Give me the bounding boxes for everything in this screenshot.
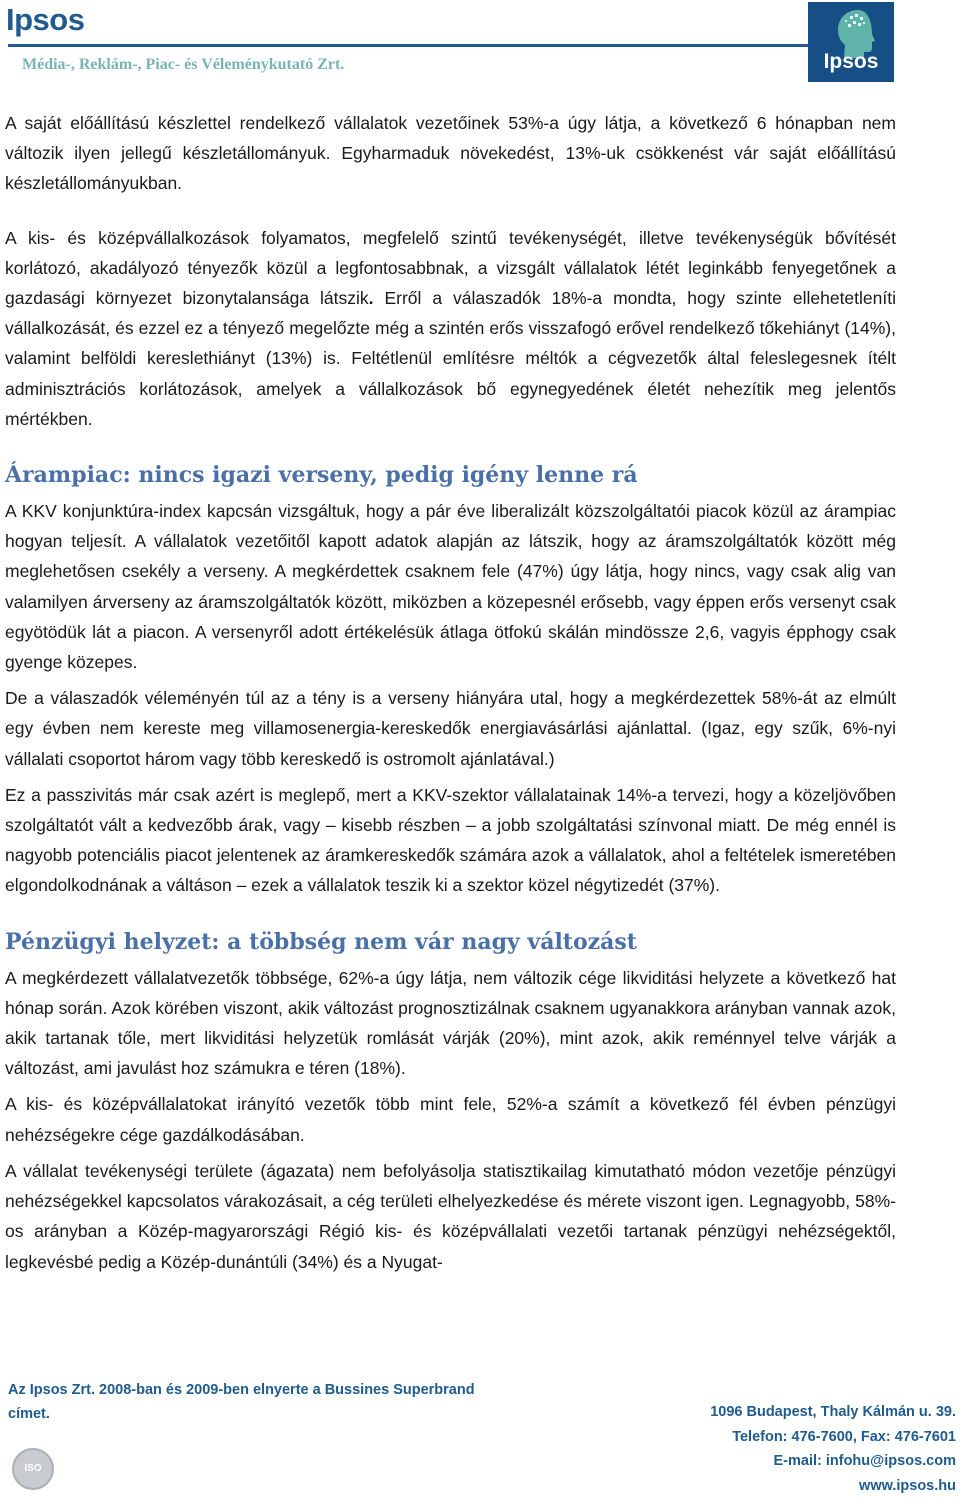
article-body: [5, 108, 896, 1283]
page-header: [0, 0, 960, 90]
email-link[interactable]: E-mail: infohu@ipsos.com: [773, 1453, 956, 1469]
paragraph-financial-difficulties: A kis- és középvállalatokat irányító vezetők több mint fele, 52%-a számít a következő fél évben pénzügyi nehézségekre cége gazdálkodásában.: [5, 1094, 896, 1145]
page-footer: [0, 1372, 960, 1499]
brand-subtitle: Média-, Reklám-, Piac- és Véleménykutató Zrt.: [22, 56, 345, 73]
paragraph-obstacles-part1: A kis- és középvállalkozások folyamatos, megfelelő szintű tevékenységét, illetve tevékenységük bővítését korlátozó, akadályozó tényezők közül a legfontosabbnak, a vizsgált vállalatok létét leginkább fenyegetőnek a gazdasági környezet bizonytalansága látszik: [5, 227, 896, 309]
ipsos-logo: [808, 2, 894, 82]
paragraph-electricity-offers: De a válaszadók véleményén túl az a tény is a verseny hiányára utal, hogy a megkérdezettek 58%-át az elmúlt egy évben nem kereste meg villamosenergia-kereskedők energiavásárlási ajánlattal. (Igaz, egy szűk, 6%-nyi vállalati csoportot három vagy több kereskedő is ostromolt ajánlatával.): [5, 688, 896, 769]
header-divider: [8, 44, 808, 47]
website-link[interactable]: www.ipsos.hu: [859, 1477, 956, 1494]
section-heading-electricity-market: Árampiac: nincs igazi verseny, pedig igény lenne rá: [5, 462, 638, 489]
superbrand-award: [8, 1378, 475, 1426]
award-line-2: címet.: [8, 1406, 50, 1422]
section-heading-financial-situation: Pénzügyi helyzet: a többség nem vár nagy változást: [5, 928, 637, 955]
address: 1096 Budapest, Thaly Kálmán u. 39.: [710, 1404, 956, 1420]
paragraph-obstacles-period: .: [368, 288, 385, 309]
paragraph-electricity-competition: A KKV konjunktúra-index kapcsán vizsgáltuk, hogy a pár éve liberalizált közszolgáltatói piacok közül az árampiac hogyan teljesít. A vállalatok vezetőitől kapott adatok alapján az látszik, hogy az áramszolgáltatók között még meglehetősen csekély a verseny. A megkérdettek csaknem fele (47%) úgy látja, hogy nincs, vagy csak alig van valamilyen árverseny az áramszolgáltatók között, miközben a közepesnél erősebb, vagy éppen erős versenyt csak egyötödük lát a piacon. A versenyről adott értékelésük átlaga ötfokú skálán mindössze 2,6, vagyis épphogy csak gyenge közepes.: [5, 501, 896, 673]
brand-name: Ipsos: [6, 2, 85, 37]
paragraph-regional-differences: A vállalat tevékenységi területe (ágazata) nem befolyásolja statisztikailag kimutatható módon vezetője pénzügyi nehézségekkel kapcsolatos várakozásait, a cég területi elhelyezkedése és mérete viszont igen. Legnagyobb, 58%-os arányban a Közép-magyarországi Régió kis- és középvállalati vezetői tartanak pénzügyi nehézségektől, legkevésbé pedig a Közép-dunántúli (34%) és a Nyugat-: [5, 1160, 896, 1272]
paragraph-switching-providers: Ez a passzivitás már csak azért is meglepő, mert a KKV-szektor vállalatainak 14%-a tervezi, hogy a közeljövőben szolgáltatót vált a kedvezőbb árak, vagy – kisebb részben – a jobb szolgáltatási színvonal miatt. De még ennél is nagyobb potenciális piacot jelentenek az áramkereskedők számára azok a vállalatok, ahol a feltételek ismeretében elgondolkodnának a váltáson – ezek a vállalatok teszik ki a szektor közel négytizedét (37%).: [5, 784, 896, 896]
logo-wordmark: Ipsos: [823, 50, 879, 73]
paragraph-inventory: A saját előállítású készlettel rendelkező vállalatok vezetőinek 53%-a úgy látja, a következő 6 hónapban nem változik ilyen jellegű készletállományuk. Egyharmaduk növekedést, 13%-uk csökkenést vár saját előállítású készletállományukban.: [5, 113, 896, 194]
paragraph-obstacles: [5, 223, 896, 434]
paragraph-liquidity: A megkérdezett vállalatvezetők többsége, 62%-a úgy látja, nem változik cége likviditási helyzete a következő hat hónap során. Azok körében viszont, akik változást prognosztizálnak csaknem ugyanakkora arányban vannak azok, akik tartanak tőle, mert likviditási helyzetük romlását várják (20%), mint azok, akik reménnyel telve várják a változást, ami javulást hoz számukra e téren (18%).: [5, 967, 896, 1079]
iso-badge-icon: ISO: [12, 1448, 54, 1490]
paragraph-obstacles-part2: Erről a válaszadók 18%-a mondta, hogy szinte ellehetetleníti vállalkozását, és ezzel ez a tényező megelőzte még a szintén erős visszafogó erővel rendelkező tőkehiányt (14%), valamint belföldi kereslethiányt (13%) is. Feltétlenül említésre méltók a cégvezetők által feleslegesnek ítélt adminisztrációs korlátozások, amelyek a vállalkozások bő egynegyedének életét nehezítik meg jelentős mértékben.: [5, 288, 896, 429]
contact-block: [710, 1400, 956, 1498]
phone-fax: Telefon: 476-7600, Fax: 476-7601: [732, 1428, 956, 1445]
award-line-1: Az Ipsos Zrt. 2008-ban és 2009-ben elnyerte a Bussines Superbrand: [8, 1382, 475, 1398]
